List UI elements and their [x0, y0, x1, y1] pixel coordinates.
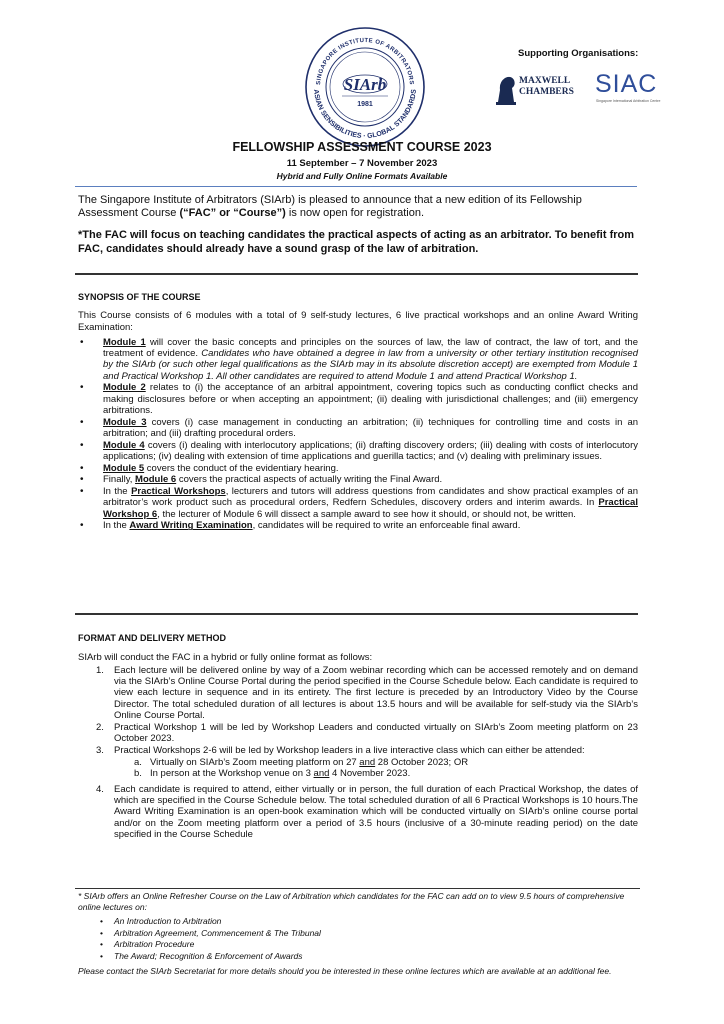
exam-text: , candidates will be required to write an enforceable final award.	[252, 520, 521, 532]
workshops-text-2: , the lecturer of Module 6 will dissect a sample award to see how it should, or should not, be written.	[157, 508, 576, 520]
module-5-label: Module 5	[103, 462, 145, 474]
maxwell-chambers-logo	[495, 70, 590, 106]
format-item-1: Each lecture will be delivered online by way of a Zoom webinar recording which can be accessed remotely and on demand via the SIArb’s Online Course Portal during the period specified in the Course Schedule below. Each candidate is required to view each lecture in sequence and in its entirety. The first lecture is preceded by an Introductory Video by the Course Director. The total scheduled duration of all lectures is about 13.5 hours and will be available for self-study via the SIArb’s Online Course Portal.	[114, 665, 638, 721]
module-6-text: covers the practical aspects of actually writing the Final Award.	[176, 474, 443, 486]
seal-motto: ASIAN SENSIBILITIES · GLOBAL STANDARDS	[312, 89, 418, 141]
chambers-text: CHAMBERS	[519, 87, 574, 97]
format-list	[78, 665, 638, 841]
fac-focus-note: *The FAC will focus on teaching candidates the practical aspects of acting as an arbitrator. To benefit from FAC, candidates should already have a sound grasp of the law of arbitration.	[78, 229, 635, 255]
synopsis-heading: SYNOPSIS OF THE COURSE	[78, 292, 201, 302]
supporting-organisations-label: Supporting Organisations:	[518, 48, 639, 59]
list-item	[78, 722, 638, 744]
item-number: 4.	[96, 784, 104, 796]
module-2-text: relates to (i) the acceptance of an arbitral appointment, covering topics such as conducting conflict checks and making disclosures before or when accepting an appointment; (ii) dealing with jurisdictional challenges; and (iii) emergency arbitrations.	[103, 382, 638, 416]
item-letter: b.	[134, 767, 142, 779]
footnote-contact: Please contact the SIArb Secretariat for more details should you be interested in these online lectures which are available at an additional fee.	[78, 966, 612, 976]
lion-icon	[495, 72, 517, 106]
format-intro: SIArb will conduct the FAC in a hybrid or fully online format as follows:	[78, 652, 373, 663]
module-6-pre: Finally,	[103, 474, 136, 486]
item-number: 3.	[96, 745, 104, 757]
list-item	[78, 440, 638, 462]
module-2-label: Module 2	[103, 382, 146, 394]
section-divider	[75, 613, 638, 615]
item-number: 1.	[96, 665, 104, 676]
seal-brand: SIArb	[343, 75, 387, 94]
format-item-2: Practical Workshop 1 will be led by Workshop Leaders and conducted virtually on SIArb’s Zoom meeting platform on 23 October 2023.	[114, 722, 638, 745]
seal-top-text: SINGAPORE INSTITUTE OF ARBITRATORS	[316, 37, 414, 86]
intro-paragraph	[78, 194, 638, 220]
refresher-topics-list	[78, 916, 638, 962]
list-item	[114, 757, 638, 768]
list-item	[78, 417, 638, 439]
intro-text-b: is now open for registration.	[285, 207, 425, 219]
siac-logo	[595, 70, 665, 106]
module-1-exemption: Candidates who have obtained a degree in law from a university or other tertiary institution recognised by the SIArb (or such other legal qualifications as the SIArb may in its absolute discretion accept) are exempted from Module 1 and Practical Workshop 1. All other candidates are required to attend Module 1 and attend Practical Workshop 1.	[103, 348, 638, 382]
option-b-text: In person at the Workshop venue on 3	[150, 767, 314, 779]
attendance-options	[114, 757, 638, 779]
list-item	[78, 337, 638, 382]
course-formats: Hybrid and Fully Online Formats Available	[276, 171, 448, 181]
list-item	[78, 665, 638, 721]
option-a-post: 28 October 2023; OR	[375, 756, 469, 768]
list-item: • An Introduction to Arbitration	[78, 916, 638, 928]
synopsis-list	[78, 337, 638, 532]
seal-year: 1981	[357, 101, 373, 108]
item-number: 2.	[96, 722, 104, 734]
module-4-label: Module 4	[103, 439, 145, 451]
siarb-seal-logo	[304, 26, 426, 148]
module-5-text: covers the conduct of the evidentiary hearing.	[144, 462, 339, 474]
practical-workshop-6-label: Practical Workshop 6	[103, 497, 638, 520]
intro-text-a: The Singapore Institute of Arbitrators (SIArb) is pleased to announce that a new edition of its Fellowship Assessment Course	[78, 194, 582, 219]
option-b-and: and	[313, 767, 330, 779]
list-item	[78, 486, 638, 520]
section-divider	[75, 273, 638, 275]
course-dates: 11 September – 7 November 2023	[286, 158, 438, 169]
list-item	[78, 382, 638, 416]
module-3-text: covers (i) case management in conducting an arbitration; (ii) techniques for controlling time and costs in an arbitration; and (iii) drafting procedural orders.	[103, 416, 639, 439]
list-item: • Arbitration Agreement, Commencement & The Tribunal	[78, 928, 638, 940]
format-heading: FORMAT AND DELIVERY METHOD	[78, 633, 226, 643]
siac-wordmark: SIAC	[595, 70, 658, 98]
format-item-4: Each candidate is required to attend, either virtually or in person, the full duration of each Practical Workshop, the dates of which are specified in the Course Schedule below. The total scheduled duration of all 6 Practical Workshops is 10 hours.The Award Writing Examination is an open-book examination which will be conducted virtually on SIArb’s online course portal and/or on the Zoom meeting platform over a period of 3.5 hours (inclusive of a 30-minute reading period) on the date specified in the Course Schedule	[114, 784, 638, 840]
list-item	[114, 768, 638, 779]
module-1-text: will cover the basic concepts and principles on the sources of law, the law of contract, the law of tort, and the treatment of evidence.	[103, 337, 638, 360]
workshops-text: , lecturers and tutors will address questions from candidates and show practical examples of an arbitrator’s work product such as procedural orders, Redfern Schedules, discovery orders and interim awards. In	[103, 486, 638, 509]
workshops-pre: In the	[103, 486, 132, 498]
option-a-and: and	[359, 756, 376, 768]
course-title: FELLOWSHIP ASSESSMENT COURSE 2023	[232, 140, 492, 154]
list-item: • The Award; Recognition & Enforcement of Awards	[78, 951, 638, 963]
module-1-label: Module 1	[103, 337, 146, 348]
footnote-text: * SIArb offers an Online Refresher Course on the Law of Arbitration which candidates for the FAC can add on to view 9.5 hours of comprehensive online lectures on:	[78, 891, 625, 912]
award-writing-exam-label: Award Writing Examination	[129, 520, 253, 532]
synopsis-intro: This Course consists of 6 modules with a total of 9 self-study lectures, 6 live practical workshops and an online Award Writing Examination:	[78, 310, 638, 333]
module-6-label: Module 6	[135, 474, 177, 486]
format-item-3: Practical Workshops 2-6 will be led by Workshop leaders in a live interactive class which can either be attended:	[114, 745, 585, 757]
module-4-text: covers (i) dealing with interlocutory applications; (ii) drafting discovery orders; (iii) dealing with costs of interlocutory applications; (iv) dealing with extension of time applications and guerilla tactics; and (v) dealing with preliminary issues.	[103, 439, 639, 462]
intro-text-bold: (“FAC” or “Course”)	[179, 207, 286, 219]
list-item	[78, 520, 638, 531]
header-divider	[75, 186, 637, 187]
maxwell-text: MAXWELL	[519, 76, 571, 86]
module-3-label: Module 3	[103, 416, 147, 428]
list-item	[78, 745, 638, 783]
exam-pre: In the	[103, 520, 130, 532]
list-item	[78, 463, 638, 474]
option-b-post: 4 November 2023.	[329, 767, 411, 779]
list-item	[78, 784, 638, 840]
siac-subtitle: Singapore International Arbitration Centre	[596, 99, 661, 103]
list-item: • Arbitration Procedure	[78, 939, 638, 951]
option-a-text: Virtually on SIArb’s Zoom meeting platform on 27	[150, 756, 360, 768]
item-letter: a.	[134, 756, 142, 768]
footnote-divider	[75, 888, 640, 889]
practical-workshops-label: Practical Workshops	[131, 486, 226, 498]
list-item	[78, 474, 638, 485]
